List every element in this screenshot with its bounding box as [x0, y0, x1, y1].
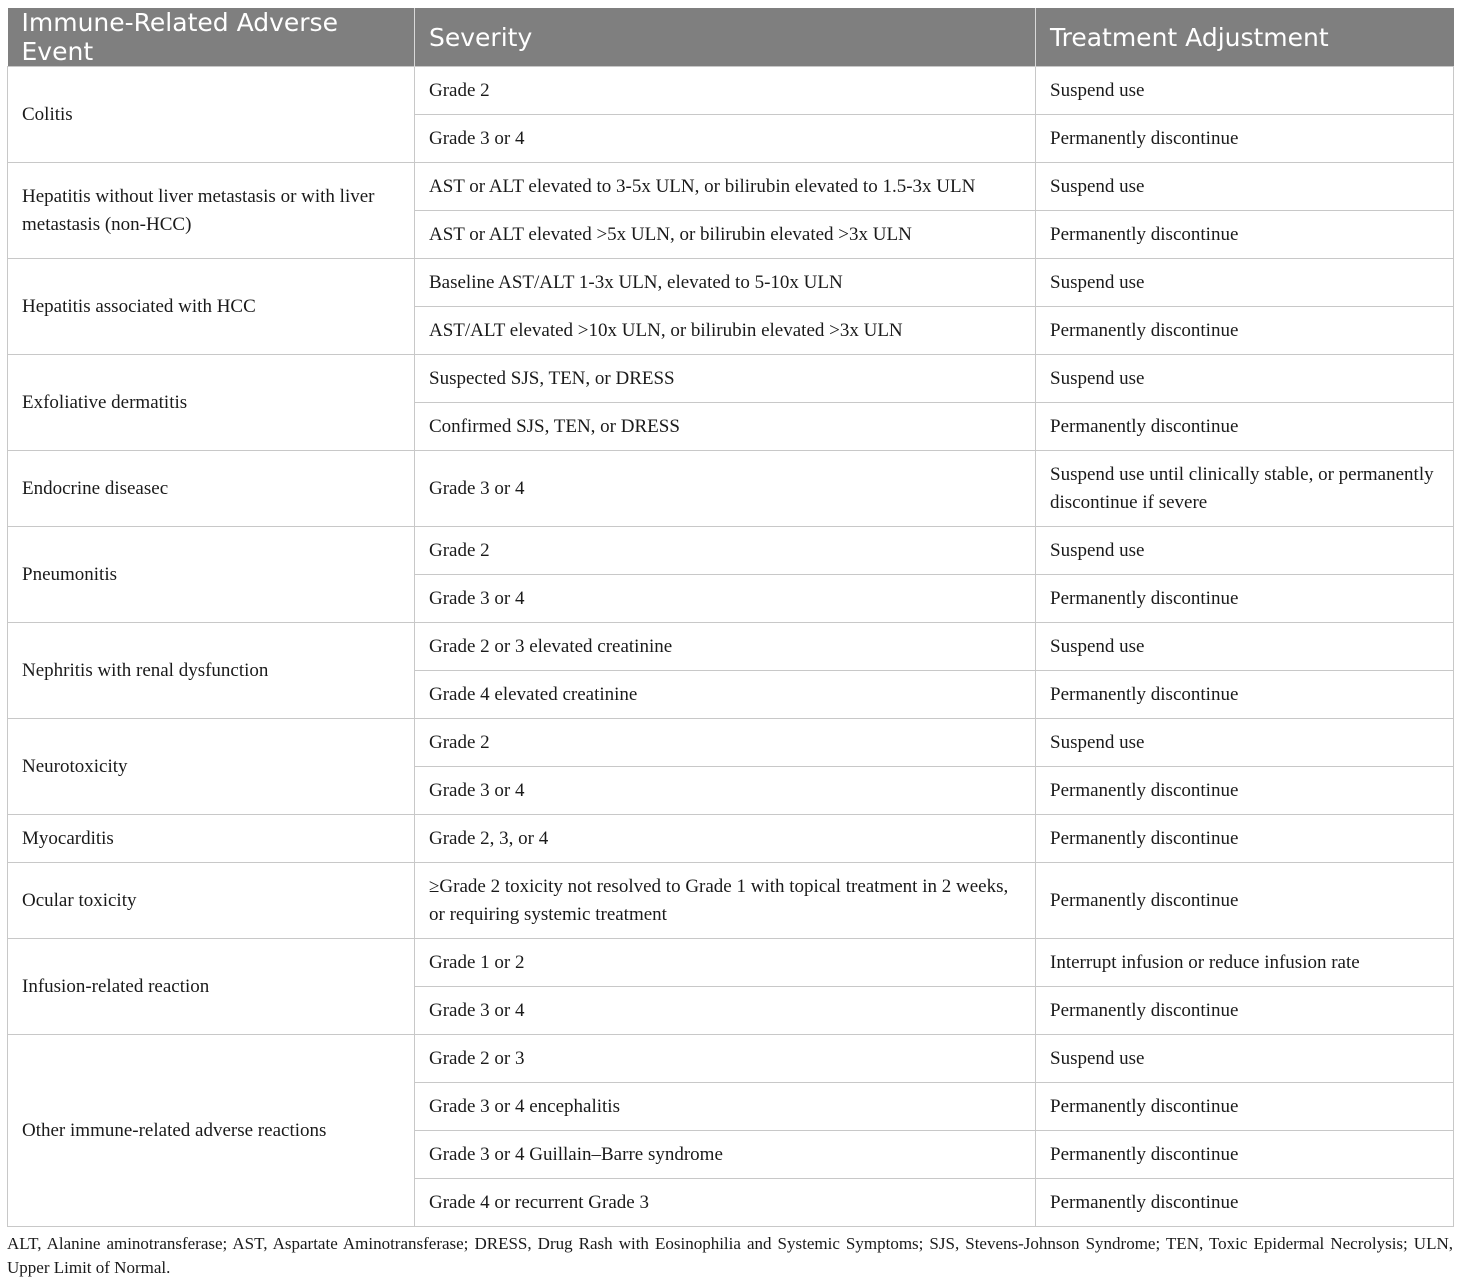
adjustment-cell: Suspend use — [1036, 1035, 1454, 1083]
adjustment-cell: Permanently discontinue — [1036, 1131, 1454, 1179]
event-cell: Ocular toxicity — [8, 863, 415, 939]
severity-cell: Grade 2, 3, or 4 — [415, 815, 1036, 863]
adverse-event-table — [7, 8, 1454, 1227]
adjustment-cell: Permanently discontinue — [1036, 671, 1454, 719]
table-row — [8, 719, 1454, 767]
table-footnote: ALT, Alanine aminotransferase; AST, Aspartate Aminotransferase; DRESS, Drug Rash with Eosinophilia and Systemic Symptoms; SJS, Stevens-Johnson Syndrome; TEN, Toxic Epidermal Necrolysis; ULN, Upper Limit of Normal. — [7, 1234, 1453, 1277]
adverse-event-table-container — [7, 8, 1453, 1227]
table-header — [8, 8, 1454, 67]
adjustment-cell: Suspend use — [1036, 719, 1454, 767]
severity-cell: Grade 3 or 4 Guillain–Barre syndrome — [415, 1131, 1036, 1179]
severity-cell: ≥Grade 2 toxicity not resolved to Grade 1 with topical treatment in 2 weeks, or requiring systemic treatment — [415, 863, 1036, 939]
adjustment-cell: Suspend use — [1036, 163, 1454, 211]
event-cell: Nephritis with renal dysfunction — [8, 623, 415, 719]
severity-cell: Grade 3 or 4 — [415, 987, 1036, 1035]
adjustment-cell: Permanently discontinue — [1036, 115, 1454, 163]
table-body — [8, 67, 1454, 1227]
adjustment-cell: Permanently discontinue — [1036, 987, 1454, 1035]
adjustment-cell: Permanently discontinue — [1036, 403, 1454, 451]
event-cell: Colitis — [8, 67, 415, 163]
adjustment-cell: Permanently discontinue — [1036, 307, 1454, 355]
table-row — [8, 815, 1454, 863]
severity-cell: Grade 2 or 3 elevated creatinine — [415, 623, 1036, 671]
adjustment-cell: Suspend use — [1036, 527, 1454, 575]
event-cell: Myocarditis — [8, 815, 415, 863]
severity-cell: Grade 3 or 4 — [415, 451, 1036, 527]
table-row — [8, 451, 1454, 527]
event-cell: Exfoliative dermatitis — [8, 355, 415, 451]
adjustment-cell: Permanently discontinue — [1036, 767, 1454, 815]
severity-cell: Grade 4 elevated creatinine — [415, 671, 1036, 719]
severity-cell: Grade 3 or 4 — [415, 575, 1036, 623]
event-cell: Other immune-related adverse reactions — [8, 1035, 415, 1227]
table-row — [8, 259, 1454, 307]
adjustment-cell: Permanently discontinue — [1036, 863, 1454, 939]
event-cell: Infusion-related reaction — [8, 939, 415, 1035]
severity-cell: Grade 2 — [415, 67, 1036, 115]
adjustment-cell: Suspend use — [1036, 623, 1454, 671]
adjustment-cell: Suspend use — [1036, 259, 1454, 307]
table-row — [8, 1035, 1454, 1083]
header-severity: Severity — [415, 8, 1036, 67]
event-cell: Hepatitis associated with HCC — [8, 259, 415, 355]
severity-cell: AST or ALT elevated >5x ULN, or bilirubin elevated >3x ULN — [415, 211, 1036, 259]
severity-cell: Grade 2 — [415, 527, 1036, 575]
header-event: Immune-Related Adverse Event — [8, 8, 415, 67]
severity-cell: Grade 1 or 2 — [415, 939, 1036, 987]
table-row — [8, 939, 1454, 987]
event-cell: Hepatitis without liver metastasis or with liver metastasis (non-HCC) — [8, 163, 415, 259]
table-row — [8, 163, 1454, 211]
severity-cell: Confirmed SJS, TEN, or DRESS — [415, 403, 1036, 451]
severity-cell: AST or ALT elevated to 3-5x ULN, or bilirubin elevated to 1.5-3x ULN — [415, 163, 1036, 211]
header-adjustment: Treatment Adjustment — [1036, 8, 1454, 67]
severity-cell: Grade 2 — [415, 719, 1036, 767]
severity-cell: Grade 4 or recurrent Grade 3 — [415, 1179, 1036, 1227]
table-row — [8, 527, 1454, 575]
severity-cell: Grade 3 or 4 — [415, 767, 1036, 815]
adjustment-cell: Permanently discontinue — [1036, 1179, 1454, 1227]
event-cell: Endocrine diseasec — [8, 451, 415, 527]
adjustment-cell: Suspend use — [1036, 67, 1454, 115]
event-cell: Pneumonitis — [8, 527, 415, 623]
adjustment-cell: Permanently discontinue — [1036, 1083, 1454, 1131]
adjustment-cell: Permanently discontinue — [1036, 211, 1454, 259]
table-row — [8, 67, 1454, 115]
severity-cell: Suspected SJS, TEN, or DRESS — [415, 355, 1036, 403]
adjustment-cell: Permanently discontinue — [1036, 815, 1454, 863]
event-cell: Neurotoxicity — [8, 719, 415, 815]
severity-cell: Grade 3 or 4 — [415, 115, 1036, 163]
severity-cell: Grade 3 or 4 encephalitis — [415, 1083, 1036, 1131]
table-row — [8, 863, 1454, 939]
adjustment-cell: Permanently discontinue — [1036, 575, 1454, 623]
severity-cell: AST/ALT elevated >10x ULN, or bilirubin elevated >3x ULN — [415, 307, 1036, 355]
adjustment-cell: Suspend use — [1036, 355, 1454, 403]
header-row — [8, 8, 1454, 67]
severity-cell: Grade 2 or 3 — [415, 1035, 1036, 1083]
severity-cell: Baseline AST/ALT 1-3x ULN, elevated to 5-10x ULN — [415, 259, 1036, 307]
table-row — [8, 355, 1454, 403]
adjustment-cell: Suspend use until clinically stable, or permanently discontinue if severe — [1036, 451, 1454, 527]
table-row — [8, 623, 1454, 671]
adjustment-cell: Interrupt infusion or reduce infusion rate — [1036, 939, 1454, 987]
